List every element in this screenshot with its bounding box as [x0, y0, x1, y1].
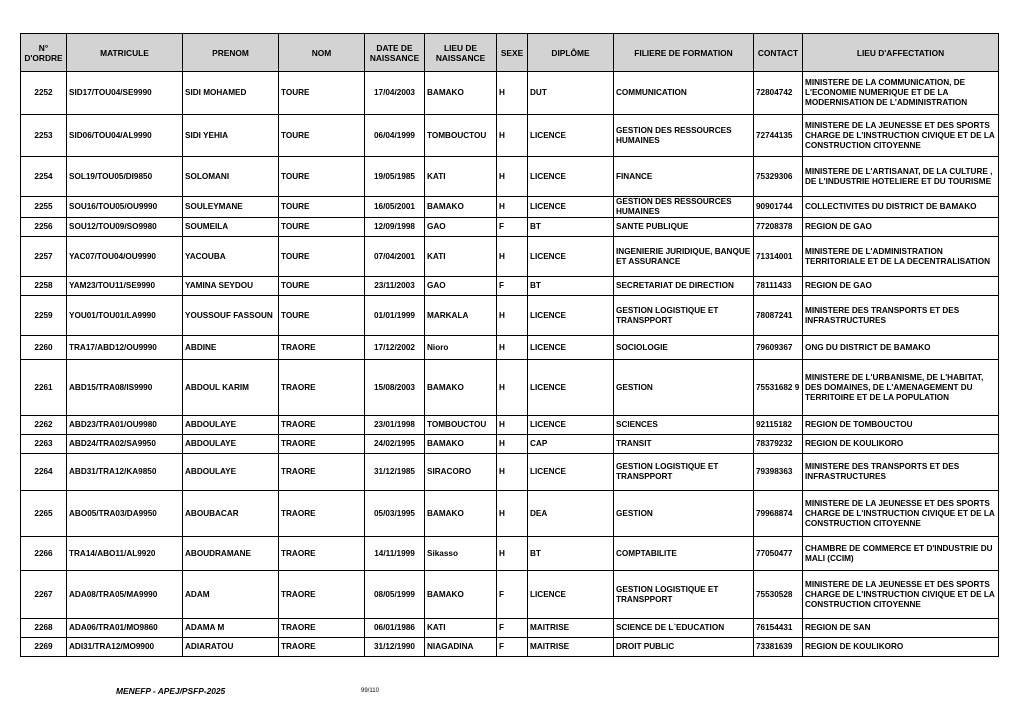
table-row: [21, 296, 999, 336]
cell-lieu: GAO: [425, 277, 497, 296]
cell-date: 23/11/2003: [365, 277, 425, 296]
cell-contact: 79398363: [754, 454, 803, 491]
cell-diplome: LICENCE: [528, 360, 614, 416]
cell-nom: TRAORE: [279, 360, 365, 416]
cell-prenom: YACOUBA: [183, 237, 279, 277]
cell-matricule: YAM23/TOU11/SE9990: [67, 277, 183, 296]
table-row: [21, 491, 999, 537]
cell-affectation: MINISTERE DES TRANSPORTS ET DES INFRASTRUCTURES: [803, 296, 999, 336]
cell-prenom: ABDINE: [183, 336, 279, 360]
cell-lieu: MARKALA: [425, 296, 497, 336]
cell-date: 06/04/1999: [365, 115, 425, 157]
cell-lieu: BAMAKO: [425, 435, 497, 454]
cell-nom: TRAORE: [279, 619, 365, 638]
cell-prenom: ABDOULAYE: [183, 416, 279, 435]
cell-contact: 79609367: [754, 336, 803, 360]
cell-ordre: 2263: [21, 435, 67, 454]
cell-sexe: F: [497, 218, 528, 237]
column-header: LIEU DE NAISSANCE: [425, 34, 497, 72]
cell-nom: TOURE: [279, 115, 365, 157]
table-row: [21, 336, 999, 360]
cell-affectation: MINISTERE DE L'ARTISANAT, DE LA CULTURE , DE L'INDUSTRIE HOTELIERE ET DU TOURISME: [803, 157, 999, 197]
table-row: [21, 638, 999, 657]
cell-sexe: H: [497, 491, 528, 537]
cell-affectation: COLLECTIVITES DU DISTRICT DE BAMAKO: [803, 197, 999, 218]
cell-contact: 76154431: [754, 619, 803, 638]
column-header: LIEU D'AFFECTATION: [803, 34, 999, 72]
cell-matricule: ADA06/TRA01/MO9860: [67, 619, 183, 638]
cell-filiere: GESTION LOGISTIQUE ET TRANSPPORT: [614, 296, 754, 336]
cell-nom: TRAORE: [279, 454, 365, 491]
cell-sexe: H: [497, 197, 528, 218]
cell-filiere: GESTION: [614, 491, 754, 537]
cell-prenom: YOUSSOUF FASSOUN: [183, 296, 279, 336]
cell-ordre: 2261: [21, 360, 67, 416]
cell-ordre: 2255: [21, 197, 67, 218]
cell-diplome: LICENCE: [528, 157, 614, 197]
cell-prenom: ABDOULAYE: [183, 435, 279, 454]
cell-sexe: H: [497, 360, 528, 416]
table-row: [21, 619, 999, 638]
page-number: 99/110: [361, 688, 379, 694]
cell-diplome: BT: [528, 537, 614, 571]
cell-diplome: DUT: [528, 72, 614, 115]
cell-affectation: MINISTERE DE L'URBANISME, DE L'HABITAT, DES DOMAINES, DE L'AMENAGEMENT DU TERRITOIRE ET DE LA POPULATION: [803, 360, 999, 416]
cell-ordre: 2262: [21, 416, 67, 435]
cell-filiere: COMPTABILITE: [614, 537, 754, 571]
cell-contact: 75530528: [754, 571, 803, 619]
column-header: N° D'ORDRE: [21, 34, 67, 72]
cell-matricule: SOL19/TOU05/DI9850: [67, 157, 183, 197]
cell-date: 17/12/2002: [365, 336, 425, 360]
cell-contact: 90901744: [754, 197, 803, 218]
cell-matricule: ABD15/TRA08/IS9990: [67, 360, 183, 416]
cell-ordre: 2264: [21, 454, 67, 491]
cell-date: 23/01/1998: [365, 416, 425, 435]
cell-affectation: REGION DE GAO: [803, 218, 999, 237]
cell-ordre: 2260: [21, 336, 67, 360]
cell-diplome: LICENCE: [528, 296, 614, 336]
cell-filiere: GESTION DES RESSOURCES HUMAINES: [614, 197, 754, 218]
cell-nom: TRAORE: [279, 416, 365, 435]
cell-filiere: DROIT PUBLIC: [614, 638, 754, 657]
table-row: [21, 277, 999, 296]
cell-nom: TOURE: [279, 237, 365, 277]
cell-prenom: ABOUDRAMANE: [183, 537, 279, 571]
cell-contact: 75531682 9: [754, 360, 803, 416]
affectation-table: [20, 33, 999, 657]
cell-ordre: 2257: [21, 237, 67, 277]
cell-affectation: MINISTERE DE L'ADMINISTRATION TERRITORIALE ET DE LA DECENTRALISATION: [803, 237, 999, 277]
table-row: [21, 237, 999, 277]
cell-nom: TRAORE: [279, 571, 365, 619]
cell-filiere: GESTION LOGISTIQUE ET TRANSPPORT: [614, 571, 754, 619]
cell-affectation: ONG DU DISTRICT DE BAMAKO: [803, 336, 999, 360]
cell-lieu: KATI: [425, 619, 497, 638]
cell-lieu: TOMBOUCTOU: [425, 416, 497, 435]
cell-prenom: SOULEYMANE: [183, 197, 279, 218]
table-header-row: [21, 34, 999, 72]
cell-affectation: REGION DE TOMBOUCTOU: [803, 416, 999, 435]
cell-lieu: NIAGADINA: [425, 638, 497, 657]
cell-date: 14/11/1999: [365, 537, 425, 571]
cell-ordre: 2252: [21, 72, 67, 115]
cell-prenom: ADAMA M: [183, 619, 279, 638]
cell-affectation: REGION DE SAN: [803, 619, 999, 638]
cell-nom: TRAORE: [279, 336, 365, 360]
cell-date: 12/09/1998: [365, 218, 425, 237]
cell-lieu: Nioro: [425, 336, 497, 360]
affectation-table-sheet: [20, 33, 998, 657]
cell-nom: TRAORE: [279, 491, 365, 537]
cell-sexe: H: [497, 157, 528, 197]
cell-contact: 77208378: [754, 218, 803, 237]
cell-diplome: LICENCE: [528, 454, 614, 491]
cell-lieu: GAO: [425, 218, 497, 237]
cell-ordre: 2259: [21, 296, 67, 336]
cell-filiere: SCIENCE DE L`EDUCATION: [614, 619, 754, 638]
cell-diplome: LICENCE: [528, 237, 614, 277]
cell-date: 16/05/2001: [365, 197, 425, 218]
cell-affectation: MINISTERE DE LA COMMUNICATION, DE L'ECONOMIE NUMERIQUE ET DE LA MODERNISATION DE L'ADMINISTRATION: [803, 72, 999, 115]
cell-filiere: SCIENCES: [614, 416, 754, 435]
cell-lieu: BAMAKO: [425, 360, 497, 416]
cell-diplome: MAITRISE: [528, 619, 614, 638]
cell-prenom: SOUMEILA: [183, 218, 279, 237]
cell-date: 15/08/2003: [365, 360, 425, 416]
cell-matricule: SOU12/TOU09/SO9980: [67, 218, 183, 237]
table-row: [21, 197, 999, 218]
cell-ordre: 2258: [21, 277, 67, 296]
cell-nom: TOURE: [279, 72, 365, 115]
cell-affectation: CHAMBRE DE COMMERCE ET D'INDUSTRIE DU MALI (CCIM): [803, 537, 999, 571]
table-row: [21, 454, 999, 491]
cell-contact: 78087241: [754, 296, 803, 336]
cell-prenom: ABDOULAYE: [183, 454, 279, 491]
cell-lieu: KATI: [425, 237, 497, 277]
cell-sexe: H: [497, 537, 528, 571]
cell-prenom: SIDI MOHAMED: [183, 72, 279, 115]
cell-contact: 72804742: [754, 72, 803, 115]
cell-sexe: F: [497, 638, 528, 657]
cell-matricule: ADA08/TRA05/MA9990: [67, 571, 183, 619]
cell-ordre: 2253: [21, 115, 67, 157]
column-header: PRENOM: [183, 34, 279, 72]
cell-date: 08/05/1999: [365, 571, 425, 619]
cell-date: 31/12/1990: [365, 638, 425, 657]
cell-filiere: SECRETARIAT DE DIRECTION: [614, 277, 754, 296]
cell-matricule: ABO05/TRA03/DA9950: [67, 491, 183, 537]
table-row: [21, 571, 999, 619]
cell-ordre: 2269: [21, 638, 67, 657]
cell-filiere: INGENIERIE JURIDIQUE, BANQUE ET ASSURANCE: [614, 237, 754, 277]
cell-affectation: MINISTERE DE LA JEUNESSE ET DES SPORTS CHARGE DE L'INSTRUCTION CIVIQUE ET DE LA CONSTRUCTION CITOYENNE: [803, 571, 999, 619]
cell-sexe: H: [497, 296, 528, 336]
cell-date: 01/01/1999: [365, 296, 425, 336]
cell-ordre: 2268: [21, 619, 67, 638]
cell-date: 06/01/1986: [365, 619, 425, 638]
cell-sexe: F: [497, 619, 528, 638]
cell-nom: TOURE: [279, 197, 365, 218]
cell-nom: TOURE: [279, 277, 365, 296]
cell-filiere: SANTE PUBLIQUE: [614, 218, 754, 237]
table-row: [21, 115, 999, 157]
cell-matricule: YAC07/TOU04/OU9990: [67, 237, 183, 277]
cell-lieu: Sikasso: [425, 537, 497, 571]
footer-reference: MENEFP - APEJ/PSFP-2025: [116, 686, 226, 696]
cell-ordre: 2254: [21, 157, 67, 197]
cell-sexe: F: [497, 571, 528, 619]
cell-sexe: H: [497, 454, 528, 491]
cell-lieu: BAMAKO: [425, 197, 497, 218]
cell-matricule: SID06/TOU04/AL9990: [67, 115, 183, 157]
cell-diplome: LICENCE: [528, 115, 614, 157]
cell-sexe: H: [497, 115, 528, 157]
cell-date: 19/05/1985: [365, 157, 425, 197]
cell-matricule: SID17/TOU04/SE9990: [67, 72, 183, 115]
cell-lieu: BAMAKO: [425, 571, 497, 619]
cell-filiere: TRANSIT: [614, 435, 754, 454]
cell-matricule: ABD31/TRA12/KA9850: [67, 454, 183, 491]
table-row: [21, 360, 999, 416]
column-header: MATRICULE: [67, 34, 183, 72]
cell-filiere: FINANCE: [614, 157, 754, 197]
column-header: DATE DE NAISSANCE: [365, 34, 425, 72]
cell-prenom: ABDOUL KARIM: [183, 360, 279, 416]
cell-diplome: LICENCE: [528, 571, 614, 619]
cell-lieu: SIRACORO: [425, 454, 497, 491]
cell-affectation: REGION DE GAO: [803, 277, 999, 296]
cell-contact: 77050477: [754, 537, 803, 571]
cell-nom: TRAORE: [279, 638, 365, 657]
cell-prenom: SIDI YEHIA: [183, 115, 279, 157]
cell-sexe: H: [497, 72, 528, 115]
cell-matricule: SOU16/TOU05/OU9990: [67, 197, 183, 218]
cell-diplome: LICENCE: [528, 416, 614, 435]
cell-affectation: MINISTERE DE LA JEUNESSE ET DES SPORTS CHARGE DE L'INSTRUCTION CIVIQUE ET DE LA CONSTRUCTION CITOYENNE: [803, 115, 999, 157]
cell-contact: 79968874: [754, 491, 803, 537]
table-row: [21, 72, 999, 115]
cell-lieu: BAMAKO: [425, 72, 497, 115]
cell-date: 05/03/1995: [365, 491, 425, 537]
cell-filiere: SOCIOLOGIE: [614, 336, 754, 360]
cell-sexe: H: [497, 336, 528, 360]
cell-ordre: 2267: [21, 571, 67, 619]
cell-affectation: REGION DE KOULIKORO: [803, 638, 999, 657]
cell-nom: TRAORE: [279, 435, 365, 454]
cell-filiere: GESTION LOGISTIQUE ET TRANSPPORT: [614, 454, 754, 491]
cell-contact: 75329306: [754, 157, 803, 197]
cell-filiere: COMMUNICATION: [614, 72, 754, 115]
table-row: [21, 218, 999, 237]
cell-matricule: ABD24/TRA02/SA9950: [67, 435, 183, 454]
cell-contact: 71314001: [754, 237, 803, 277]
cell-lieu: BAMAKO: [425, 491, 497, 537]
cell-prenom: ADAM: [183, 571, 279, 619]
cell-contact: 73381639: [754, 638, 803, 657]
cell-lieu: KATI: [425, 157, 497, 197]
cell-contact: 78111433: [754, 277, 803, 296]
cell-date: 07/04/2001: [365, 237, 425, 277]
cell-affectation: MINISTERE DE LA JEUNESSE ET DES SPORTS CHARGE DE L'INSTRUCTION CIVIQUE ET DE LA CONSTRUCTION CITOYENNE: [803, 491, 999, 537]
cell-contact: 78379232: [754, 435, 803, 454]
column-header: NOM: [279, 34, 365, 72]
cell-diplome: MAITRISE: [528, 638, 614, 657]
table-row: [21, 416, 999, 435]
column-header: DIPLÔME: [528, 34, 614, 72]
cell-matricule: ADI31/TRA12/MO9900: [67, 638, 183, 657]
table-row: [21, 537, 999, 571]
cell-matricule: TRA17/ABD12/OU9990: [67, 336, 183, 360]
cell-nom: TOURE: [279, 218, 365, 237]
cell-diplome: LICENCE: [528, 197, 614, 218]
table-row: [21, 435, 999, 454]
cell-affectation: MINISTERE DES TRANSPORTS ET DES INFRASTRUCTURES: [803, 454, 999, 491]
cell-filiere: GESTION: [614, 360, 754, 416]
cell-date: 17/04/2003: [365, 72, 425, 115]
cell-contact: 72744135: [754, 115, 803, 157]
cell-diplome: BT: [528, 218, 614, 237]
cell-affectation: REGION DE KOULIKORO: [803, 435, 999, 454]
cell-diplome: DEA: [528, 491, 614, 537]
cell-diplome: CAP: [528, 435, 614, 454]
cell-contact: 92115182: [754, 416, 803, 435]
cell-diplome: LICENCE: [528, 336, 614, 360]
cell-prenom: ABOUBACAR: [183, 491, 279, 537]
cell-sexe: H: [497, 237, 528, 277]
cell-prenom: SOLOMANI: [183, 157, 279, 197]
cell-filiere: GESTION DES RESSOURCES HUMAINES: [614, 115, 754, 157]
column-header: FILIERE DE FORMATION: [614, 34, 754, 72]
cell-lieu: TOMBOUCTOU: [425, 115, 497, 157]
cell-ordre: 2256: [21, 218, 67, 237]
cell-prenom: YAMINA SEYDOU: [183, 277, 279, 296]
cell-nom: TOURE: [279, 296, 365, 336]
cell-ordre: 2266: [21, 537, 67, 571]
cell-ordre: 2265: [21, 491, 67, 537]
cell-sexe: F: [497, 277, 528, 296]
cell-date: 24/02/1995: [365, 435, 425, 454]
cell-nom: TRAORE: [279, 537, 365, 571]
cell-matricule: ABD23/TRA01/OU9980: [67, 416, 183, 435]
column-header: SEXE: [497, 34, 528, 72]
column-header: CONTACT: [754, 34, 803, 72]
cell-date: 31/12/1985: [365, 454, 425, 491]
cell-matricule: YOU01/TOU01/LA9990: [67, 296, 183, 336]
cell-sexe: H: [497, 435, 528, 454]
cell-nom: TOURE: [279, 157, 365, 197]
cell-diplome: BT: [528, 277, 614, 296]
table-row: [21, 157, 999, 197]
cell-sexe: H: [497, 416, 528, 435]
cell-prenom: ADIARATOU: [183, 638, 279, 657]
cell-matricule: TRA14/ABO11/AL9920: [67, 537, 183, 571]
